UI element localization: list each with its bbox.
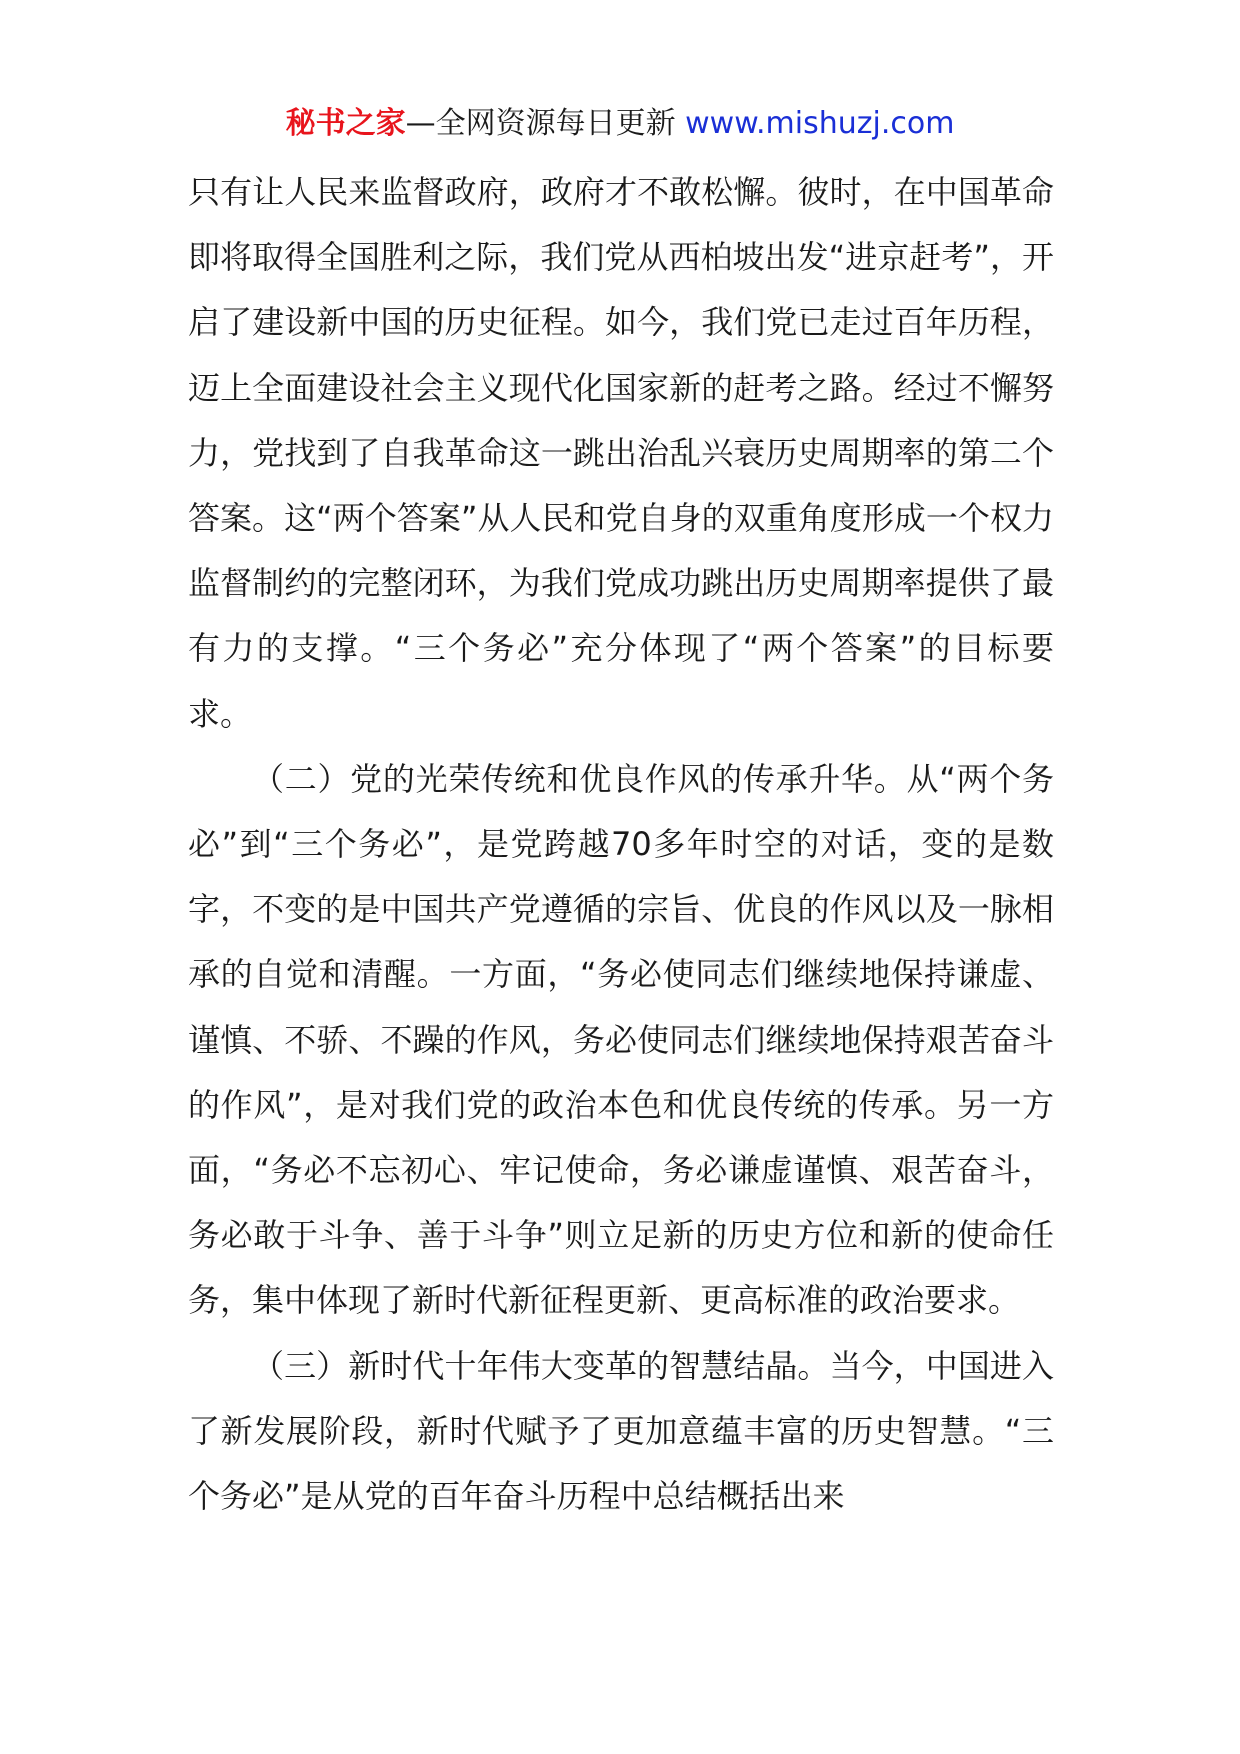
site-brand: 秘书之家 [285, 106, 406, 141]
site-header [0, 102, 1240, 146]
site-tagline: —全网资源每日更新 [405, 106, 686, 141]
document-body [188, 160, 1054, 1529]
paragraph-continuation: 只有让人民来监督政府，政府才不敢松懈。彼时，在中国革命即将取得全国胜利之际，我们党从西柏坡出发“进京赶考”，开启了建设新中国的历史征程。如今，我们党已走过百年历程，迈上全面建设社会主义现代化国家新的赶考之路。经过不懈努力，党找到了自我革命这一跳出治乱兴衰历史周期率的第二个答案。这“两个答案”从人民和党自身的双重角度形成一个权力监督制约的完整闭环，为我们党成功跳出历史周期率提供了最有力的支撑。“三个务必”充分体现了“两个答案”的目标要求。 [188, 173, 1054, 733]
paragraph-section-2: （二）党的光荣传统和优良作风的传承升华。从“两个务必”到“三个务必”，是党跨越70多年时空的对话，变的是数字，不变的是中国共产党遵循的宗旨、优良的作风以及一脉相承的自觉和清醒。一方面，“务必使同志们继续地保持谦虚、谨慎、不骄、不躁的作风，务必使同志们继续地保持艰苦奋斗的作风”，是对我们党的政治本色和优良传统的传承。另一方面，“务必不忘初心、牢记使命，务必谦虚谨慎、艰苦奋斗，务必敢于斗争、善于斗争”则立足新的历史方位和新的使命任务，集中体现了新时代新征程更新、更高标准的政治要求。 [188, 759, 1054, 1320]
paragraph-section-3: （三）新时代十年伟大变革的智慧结晶。当今，中国进入了新发展阶段，新时代赋予了更加意蕴丰富的历史智慧。“三个务必”是从党的百年奋斗历程中总结概括出来 [188, 1346, 1054, 1516]
site-url-link[interactable]: www.mishuzj.com [685, 106, 955, 141]
